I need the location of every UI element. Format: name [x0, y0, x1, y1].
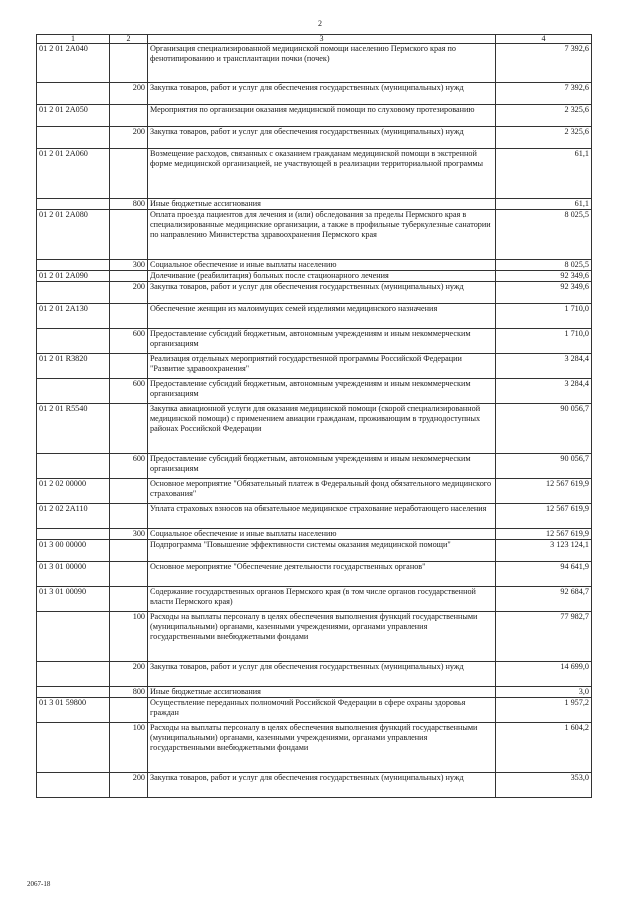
item-name-cell: Обеспечение женщин из малоимущих семей изделиями медицинского назначения [148, 304, 496, 329]
table-row [37, 612, 592, 662]
classification-code-cell [37, 612, 110, 662]
table-row [37, 149, 592, 199]
header-col-4: 4 [496, 35, 592, 44]
table-row [37, 723, 592, 773]
classification-code-cell: 01 2 01 2A040 [37, 44, 110, 83]
classification-code-cell: 01 2 01 R5540 [37, 404, 110, 454]
expense-type-cell [110, 271, 148, 282]
table-row [37, 454, 592, 479]
table-row [37, 329, 592, 354]
amount-cell: 353,0 [496, 773, 592, 798]
item-name-cell: Основное мероприятие "Обязательный платеж в Федеральный фонд обязательного медицинского страхования" [148, 479, 496, 504]
header-col-2: 2 [110, 35, 148, 44]
expense-type-cell: 100 [110, 723, 148, 773]
item-name-cell: Закупка товаров, работ и услуг для обеспечения государственных (муниципальных) нужд [148, 83, 496, 105]
amount-cell: 2 325,6 [496, 127, 592, 149]
expense-type-cell [110, 587, 148, 612]
expense-type-cell [110, 304, 148, 329]
amount-cell: 8 025,5 [496, 210, 592, 260]
table-row [37, 105, 592, 127]
table-row [37, 354, 592, 379]
amount-cell: 61,1 [496, 149, 592, 199]
item-name-cell: Организация специализированной медицинской помощи населению Пермского края по фенотипированию и трансплантации почки (почек) [148, 44, 496, 83]
table-header-row [37, 35, 592, 44]
classification-code-cell: 01 2 02 00000 [37, 479, 110, 504]
amount-cell: 61,1 [496, 199, 592, 210]
item-name-cell: Долечивание (реабилитация) больных после стационарного лечения [148, 271, 496, 282]
classification-code-cell: 01 3 00 00000 [37, 540, 110, 562]
classification-code-cell [37, 83, 110, 105]
amount-cell: 14 699,0 [496, 662, 592, 687]
amount-cell: 3,0 [496, 687, 592, 698]
amount-cell: 1 710,0 [496, 329, 592, 354]
table-row [37, 662, 592, 687]
expense-type-cell: 300 [110, 260, 148, 271]
expense-type-cell [110, 404, 148, 454]
classification-code-cell [37, 199, 110, 210]
expense-type-cell [110, 210, 148, 260]
table-row [37, 44, 592, 83]
expense-type-cell [110, 354, 148, 379]
classification-code-cell [37, 379, 110, 404]
classification-code-cell [37, 329, 110, 354]
item-name-cell: Предоставление субсидий бюджетным, автономным учреждениям и иным некоммерческим организациям [148, 379, 496, 404]
expense-type-cell: 200 [110, 662, 148, 687]
amount-cell: 12 567 619,9 [496, 504, 592, 529]
classification-code-cell: 01 2 01 R3820 [37, 354, 110, 379]
classification-code-cell [37, 773, 110, 798]
expense-type-cell: 200 [110, 773, 148, 798]
amount-cell: 3 284,4 [496, 354, 592, 379]
item-name-cell: Основное мероприятие "Обеспечение деятельности государственных органов" [148, 562, 496, 587]
item-name-cell: Закупка авиационной услуги для оказания медицинской помощи (скорой специализированной медицинской помощи) с применением авиации гражданам, проживающим в труднодоступных районах Российской Федерации [148, 404, 496, 454]
classification-code-cell: 01 3 01 59800 [37, 698, 110, 723]
table-row [37, 773, 592, 798]
classification-code-cell [37, 687, 110, 698]
expense-type-cell: 300 [110, 529, 148, 540]
item-name-cell: Закупка товаров, работ и услуг для обеспечения государственных (муниципальных) нужд [148, 127, 496, 149]
item-name-cell: Закупка товаров, работ и услуг для обеспечения государственных (муниципальных) нужд [148, 662, 496, 687]
expense-type-cell [110, 105, 148, 127]
expense-type-cell: 600 [110, 454, 148, 479]
item-name-cell: Мероприятия по организации оказания медицинской помощи по слуховому протезированию [148, 105, 496, 127]
table-row [37, 529, 592, 540]
table-row [37, 210, 592, 260]
amount-cell: 1 710,0 [496, 304, 592, 329]
amount-cell: 2 325,6 [496, 105, 592, 127]
expense-type-cell: 200 [110, 83, 148, 105]
item-name-cell: Расходы на выплаты персоналу в целях обеспечения выполнения функций государственными (муниципальными) органами, казенными учреждениями, органами управления государственными внебюджетными фондами [148, 723, 496, 773]
table-row [37, 83, 592, 105]
document-code: 2067-18 [27, 880, 51, 888]
amount-cell: 12 567 619,9 [496, 529, 592, 540]
item-name-cell: Закупка товаров, работ и услуг для обеспечения государственных (муниципальных) нужд [148, 773, 496, 798]
classification-code-cell [37, 260, 110, 271]
classification-code-cell: 01 2 01 2A050 [37, 105, 110, 127]
expense-type-cell: 600 [110, 329, 148, 354]
expense-type-cell: 200 [110, 282, 148, 304]
classification-code-cell: 01 2 01 2A060 [37, 149, 110, 199]
expense-type-cell [110, 44, 148, 83]
item-name-cell: Социальное обеспечение и иные выплаты населению [148, 529, 496, 540]
table-row [37, 698, 592, 723]
item-name-cell: Предоставление субсидий бюджетным, автономным учреждениям и иным некоммерческим организациям [148, 454, 496, 479]
amount-cell: 94 641,9 [496, 562, 592, 587]
classification-code-cell [37, 723, 110, 773]
item-name-cell: Социальное обеспечение и иные выплаты населению [148, 260, 496, 271]
amount-cell: 12 567 619,9 [496, 479, 592, 504]
header-col-3: 3 [148, 35, 496, 44]
table-body [37, 44, 592, 798]
table-row [37, 687, 592, 698]
amount-cell: 90 056,7 [496, 404, 592, 454]
table-row [37, 271, 592, 282]
expense-type-cell [110, 562, 148, 587]
amount-cell: 7 392,6 [496, 44, 592, 83]
table-row [37, 562, 592, 587]
amount-cell: 92 349,6 [496, 271, 592, 282]
budget-table [36, 34, 592, 798]
item-name-cell: Возмещение расходов, связанных с оказанием гражданам медицинской помощи в экстренной форме медицинской организацией, не участвующей в реализации территориальной программы [148, 149, 496, 199]
expense-type-cell: 800 [110, 199, 148, 210]
expense-type-cell: 800 [110, 687, 148, 698]
table-row [37, 504, 592, 529]
amount-cell: 1 957,2 [496, 698, 592, 723]
classification-code-cell: 01 2 01 2A090 [37, 271, 110, 282]
classification-code-cell: 01 3 01 00090 [37, 587, 110, 612]
table-row [37, 127, 592, 149]
expense-type-cell [110, 698, 148, 723]
item-name-cell: Подпрограмма "Повышение эффективности системы оказания медицинской помощи" [148, 540, 496, 562]
classification-code-cell: 01 2 01 2A080 [37, 210, 110, 260]
amount-cell: 92 349,6 [496, 282, 592, 304]
item-name-cell: Содержание государственных органов Пермского края (в том числе органов государственной власти Пермского края) [148, 587, 496, 612]
amount-cell: 90 056,7 [496, 454, 592, 479]
classification-code-cell: 01 3 01 00000 [37, 562, 110, 587]
amount-cell: 77 982,7 [496, 612, 592, 662]
item-name-cell: Оплата проезда пациентов для лечения и (или) обследования за пределы Пермского края в специализированные медицинские организации, а также в профильные туберкулезные санатории по направлению Министерства здравоохранения Пермского края [148, 210, 496, 260]
classification-code-cell [37, 662, 110, 687]
table-row [37, 282, 592, 304]
classification-code-cell [37, 127, 110, 149]
item-name-cell: Закупка товаров, работ и услуг для обеспечения государственных (муниципальных) нужд [148, 282, 496, 304]
item-name-cell: Иные бюджетные ассигнования [148, 687, 496, 698]
amount-cell: 92 684,7 [496, 587, 592, 612]
item-name-cell: Осуществление переданных полномочий Российской Федерации в сфере охраны здоровья граждан [148, 698, 496, 723]
amount-cell: 3 123 124,1 [496, 540, 592, 562]
table-row [37, 587, 592, 612]
amount-cell: 8 025,5 [496, 260, 592, 271]
classification-code-cell [37, 529, 110, 540]
table-row [37, 404, 592, 454]
classification-code-cell: 01 2 02 2A110 [37, 504, 110, 529]
amount-cell: 3 284,4 [496, 379, 592, 404]
expense-type-cell: 200 [110, 127, 148, 149]
classification-code-cell [37, 282, 110, 304]
table-row [37, 540, 592, 562]
item-name-cell: Расходы на выплаты персоналу в целях обеспечения выполнения функций государственными (муниципальными) органами, казенными учреждениями, органами управления государственными внебюджетными фондами [148, 612, 496, 662]
item-name-cell: Реализация отдельных мероприятий государственной программы Российской Федерации "Развитие здравоохранения" [148, 354, 496, 379]
item-name-cell: Уплата страховых взносов на обязательное медицинское страхование неработающего населения [148, 504, 496, 529]
item-name-cell: Предоставление субсидий бюджетным, автономным учреждениям и иным некоммерческим организациям [148, 329, 496, 354]
expense-type-cell [110, 149, 148, 199]
expense-type-cell [110, 504, 148, 529]
table-row [37, 199, 592, 210]
expense-type-cell [110, 479, 148, 504]
table-row [37, 260, 592, 271]
header-col-1: 1 [37, 35, 110, 44]
classification-code-cell: 01 2 01 2A130 [37, 304, 110, 329]
expense-type-cell: 600 [110, 379, 148, 404]
table-row [37, 479, 592, 504]
table-row [37, 304, 592, 329]
expense-type-cell: 100 [110, 612, 148, 662]
item-name-cell: Иные бюджетные ассигнования [148, 199, 496, 210]
amount-cell: 1 604,2 [496, 723, 592, 773]
classification-code-cell [37, 454, 110, 479]
amount-cell: 7 392,6 [496, 83, 592, 105]
expense-type-cell [110, 540, 148, 562]
page-number: 2 [318, 19, 322, 28]
table-row [37, 379, 592, 404]
